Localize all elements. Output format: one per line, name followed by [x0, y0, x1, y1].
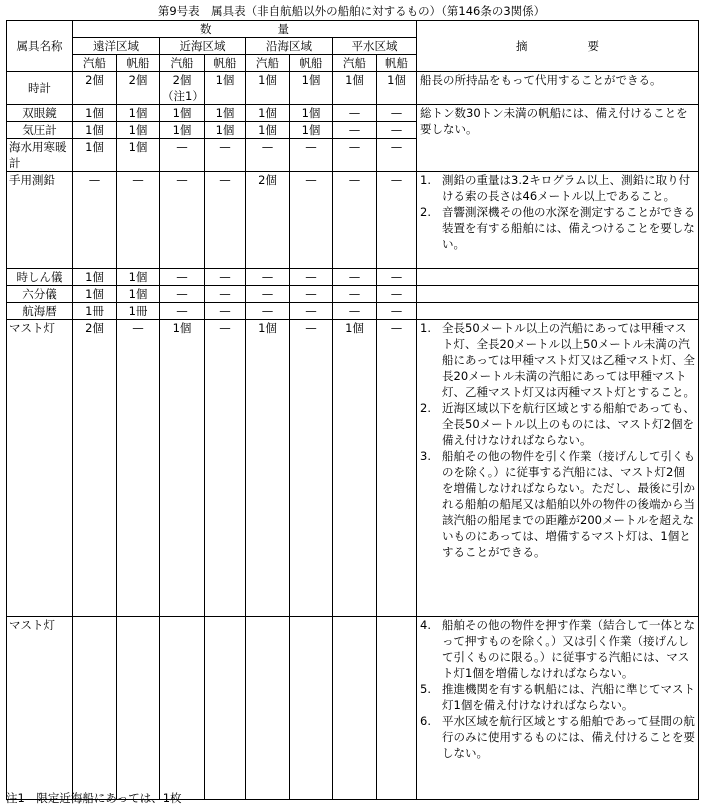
- qty-cell: 1個: [246, 122, 290, 139]
- qty-cell: 2個: [117, 72, 160, 105]
- qty-cell: —: [377, 269, 417, 286]
- header-steam: 汽船: [160, 55, 205, 72]
- qty-cell: [290, 617, 333, 800]
- row-name-barometer: 気圧計: [7, 122, 73, 139]
- qty-cell: 2個: [73, 72, 117, 105]
- row-name-sea-thermometer: 海水用寒暖計: [7, 139, 73, 172]
- qty-cell: 1個: [117, 269, 160, 286]
- desc-item: 3. 船舶その他の物件を引く作業（接げんして引くものを除く。）に従事する汽船には、マスト灯2個を増備しなければならない。ただし、最後に引かれる船舶の船尾又は船舶以外の物件の後端から当該汽船の船尾までの距離が200メートルを超えないものにあっては、増備するマスト灯は、1個とすることができる。: [420, 449, 695, 559]
- row-desc-clock: 船長の所持品をもって代用することができる。: [417, 72, 699, 105]
- equipment-table: [6, 20, 699, 800]
- row-name-masthead-light: マスト灯: [7, 320, 73, 617]
- qty-cell: —: [205, 269, 246, 286]
- header-area-nearsea: 近海区域: [160, 38, 246, 55]
- qty-cell: [73, 617, 117, 800]
- qty-cell: —: [205, 172, 246, 269]
- qty-cell: 1個: [246, 72, 290, 105]
- qty-cell: —: [333, 105, 377, 122]
- qty-cell: —: [377, 172, 417, 269]
- qty-cell: —: [290, 286, 333, 303]
- qty-cell: 1個: [73, 139, 117, 172]
- header-sail: 帆船: [117, 55, 160, 72]
- qty-value: 2個: [172, 73, 192, 87]
- qty-cell: —: [377, 303, 417, 320]
- table-title: 第9号表 属具表（非自航船以外の船舶に対するもの）（第146条の3関係）: [157, 4, 546, 18]
- row-name-almanac: 航海暦: [7, 303, 73, 320]
- desc-item: 1. 全長50メートル以上の汽船にあっては甲種マスト灯、全長20メートル以上50メートル未満の汽船にあっては甲種マスト灯又は乙種マスト灯、全長20メートル未満の汽船にあっては甲種マスト灯、乙種マスト灯又は丙種マスト灯とすること。: [420, 321, 695, 399]
- qty-cell: —: [290, 303, 333, 320]
- qty-cell: 1個: [117, 286, 160, 303]
- row-desc-empty: [417, 286, 699, 303]
- footnote: 注1 限定近海船にあっては、1枚: [6, 791, 182, 805]
- qty-cell: 1個: [117, 139, 160, 172]
- qty-cell: —: [377, 320, 417, 617]
- row-desc-binoculars: 総トン数30トン未満の帆船には、備え付けることを要しない。: [417, 105, 699, 172]
- note-reference: （注1）: [162, 89, 204, 103]
- qty-cell: —: [290, 172, 333, 269]
- header-quantity: [73, 21, 417, 38]
- row-name-masthead-light-continued: マスト灯: [7, 617, 73, 800]
- header-quantity-b: 量: [277, 22, 289, 36]
- header-steam: 汽船: [246, 55, 290, 72]
- qty-cell: [205, 617, 246, 800]
- qty-cell: 2個: [246, 172, 290, 269]
- header-summary: [417, 21, 699, 72]
- qty-cell: —: [117, 172, 160, 269]
- qty-cell: [117, 617, 160, 800]
- qty-cell: [160, 72, 205, 105]
- desc-item: 5. 推進機関を有する帆船には、汽船に準じてマスト灯1個を備え付けなければならない。: [420, 682, 695, 712]
- desc-item: 1. 測鉛の重量は3.2キログラム以上、測鉛に取り付ける索の長さは46メートル以上であること。: [420, 173, 691, 203]
- qty-cell: —: [333, 122, 377, 139]
- qty-cell: 1個: [117, 122, 160, 139]
- qty-cell: 1個: [377, 72, 417, 105]
- qty-cell: 1個: [290, 105, 333, 122]
- qty-cell: —: [160, 303, 205, 320]
- qty-cell: 1個: [246, 320, 290, 617]
- qty-cell: 1個: [333, 320, 377, 617]
- qty-cell: —: [377, 286, 417, 303]
- qty-cell: 2個: [73, 320, 117, 617]
- header-summary-b: 要: [587, 39, 599, 53]
- header-item-name: 属具名称: [7, 21, 73, 72]
- qty-cell: 1個: [290, 122, 333, 139]
- qty-cell: 1個: [246, 105, 290, 122]
- qty-cell: —: [290, 320, 333, 617]
- qty-cell: —: [160, 286, 205, 303]
- qty-cell: —: [160, 172, 205, 269]
- qty-cell: —: [246, 139, 290, 172]
- qty-cell: —: [160, 139, 205, 172]
- qty-cell: 1個: [333, 72, 377, 105]
- qty-cell: 1個: [205, 72, 246, 105]
- row-desc-masthead-light-continued: [417, 617, 699, 800]
- qty-cell: 1冊: [73, 303, 117, 320]
- row-name-sextant: 六分儀: [7, 286, 73, 303]
- header-quantity-a: 数: [200, 22, 212, 36]
- qty-cell: 1個: [73, 122, 117, 139]
- qty-cell: —: [160, 269, 205, 286]
- qty-cell: —: [117, 320, 160, 617]
- qty-cell: —: [333, 286, 377, 303]
- row-name-hand-lead: 手用測鉛: [7, 172, 73, 269]
- header-sail: 帆船: [377, 55, 417, 72]
- qty-cell: [377, 617, 417, 800]
- row-name-binoculars: 双眼鏡: [7, 105, 73, 122]
- qty-cell: —: [377, 105, 417, 122]
- desc-item: 2. 近海区域以下を航行区域とする船舶であっても、全長50メートル以上のものには、マスト灯2個を備え付けなければならない。: [420, 401, 695, 447]
- qty-cell: —: [333, 172, 377, 269]
- qty-cell: 1個: [73, 269, 117, 286]
- qty-cell: 1個: [160, 105, 205, 122]
- qty-cell: 1個: [205, 122, 246, 139]
- qty-cell: —: [73, 172, 117, 269]
- row-desc-masthead-light: [417, 320, 699, 617]
- header-steam: 汽船: [333, 55, 377, 72]
- header-sail: 帆船: [290, 55, 333, 72]
- qty-cell: —: [205, 320, 246, 617]
- qty-cell: —: [205, 286, 246, 303]
- desc-item: 2. 音響測深機その他の水深を測定することができる装置を有する船舶には、備えつけることを要しない。: [420, 205, 695, 251]
- header-steam: 汽船: [73, 55, 117, 72]
- header-area-ocean: 遠洋区域: [73, 38, 160, 55]
- qty-cell: —: [205, 303, 246, 320]
- row-name-chronometer: 時しん儀: [7, 269, 73, 286]
- qty-cell: —: [333, 303, 377, 320]
- row-desc-hand-lead: [417, 172, 699, 269]
- header-area-coastal: 沿海区域: [246, 38, 333, 55]
- qty-cell: 1個: [160, 122, 205, 139]
- qty-cell: —: [333, 269, 377, 286]
- qty-cell: —: [333, 139, 377, 172]
- header-sail: 帆船: [205, 55, 246, 72]
- qty-cell: 1個: [117, 105, 160, 122]
- qty-cell: [160, 617, 205, 800]
- qty-cell: —: [205, 139, 246, 172]
- qty-cell: —: [246, 286, 290, 303]
- qty-cell: —: [246, 303, 290, 320]
- qty-cell: 1個: [290, 72, 333, 105]
- qty-cell: 1個: [73, 286, 117, 303]
- qty-cell: 1冊: [117, 303, 160, 320]
- qty-cell: [333, 617, 377, 800]
- desc-item: 4. 船舶その他の物件を押す作業（結合して一体となって押すものを除く。）又は引く作業（接げんして引くものに限る。）に従事する汽船には、マスト灯1個を増備しなければならない。: [420, 618, 695, 680]
- row-desc-empty: [417, 269, 699, 286]
- qty-cell: —: [377, 122, 417, 139]
- qty-cell: —: [377, 139, 417, 172]
- header-area-smooth: 平水区域: [333, 38, 417, 55]
- qty-cell: —: [290, 269, 333, 286]
- header-summary-a: 摘: [516, 39, 528, 53]
- qty-cell: [246, 617, 290, 800]
- qty-cell: —: [246, 269, 290, 286]
- qty-cell: 1個: [73, 105, 117, 122]
- row-desc-empty: [417, 303, 699, 320]
- desc-item: 6. 平水区域を航行区域とする船舶であって昼間の航行のみに使用するものには、備え付けることを要しない。: [420, 714, 695, 760]
- qty-cell: 1個: [205, 105, 246, 122]
- row-name-clock: 時計: [7, 72, 73, 105]
- qty-cell: —: [290, 139, 333, 172]
- qty-cell: 1個: [160, 320, 205, 617]
